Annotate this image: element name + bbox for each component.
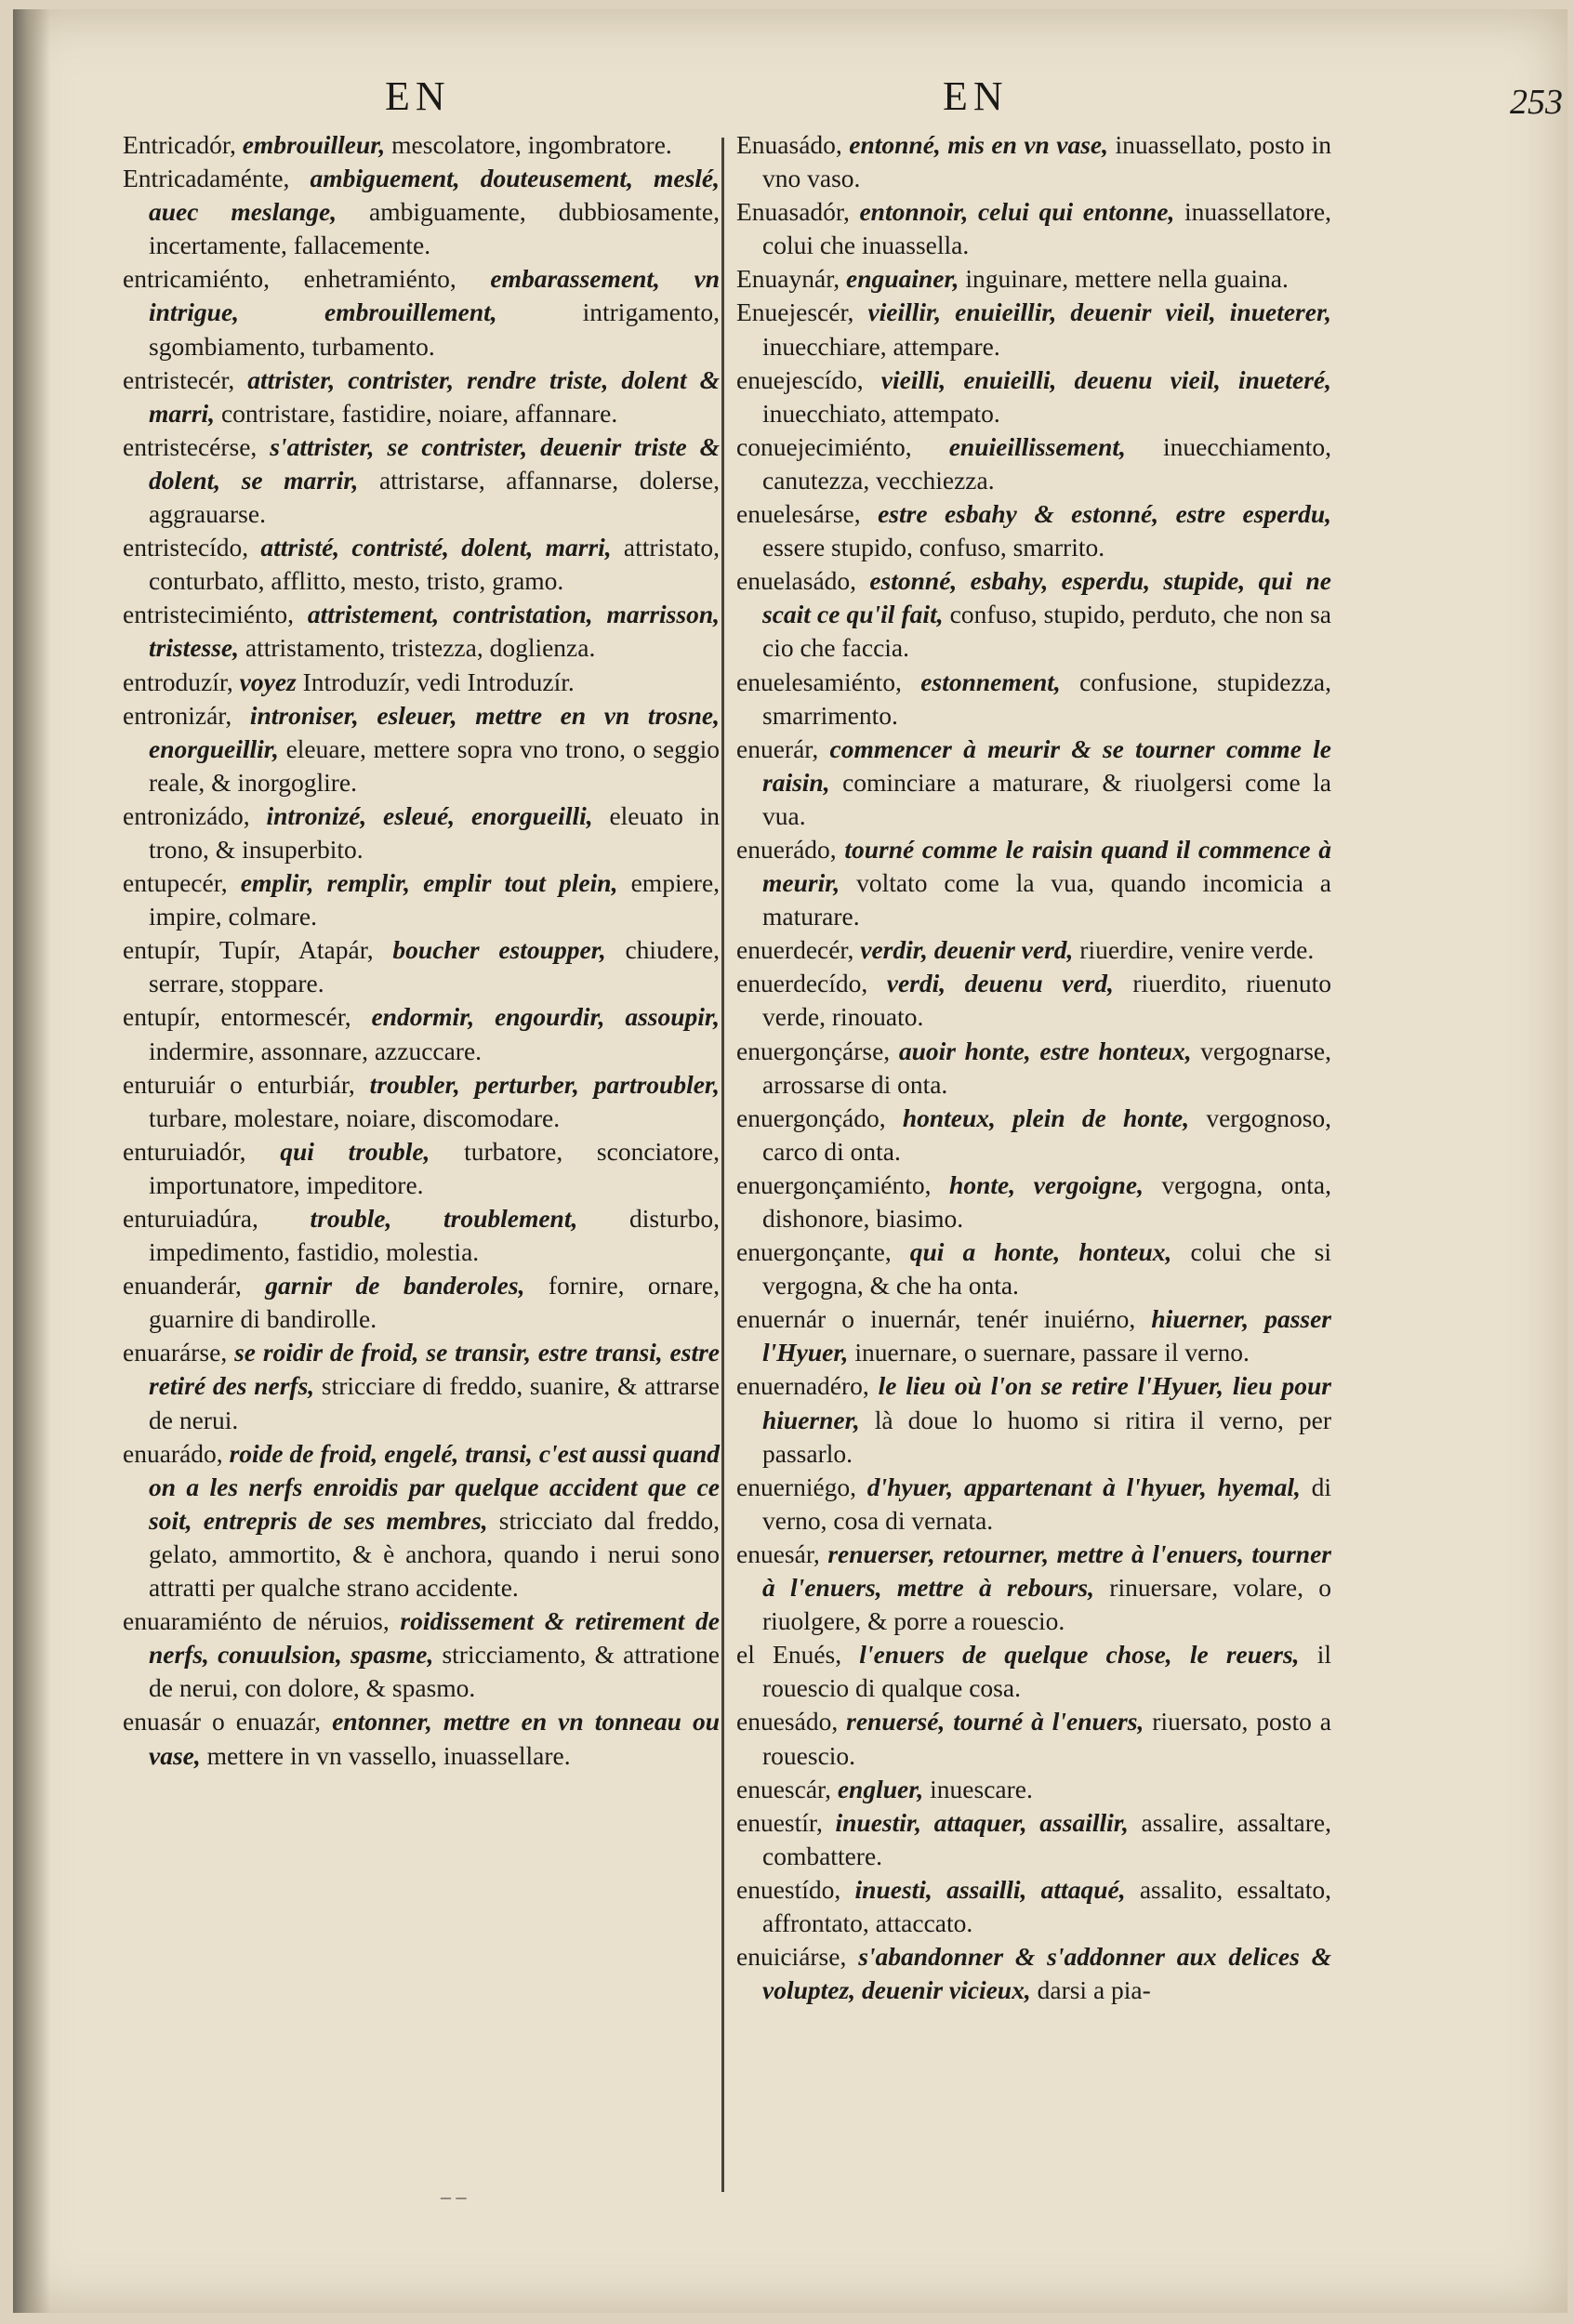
- entry-headword: enuernadéro,: [736, 1371, 869, 1401]
- dictionary-entry: [123, 1068, 720, 1135]
- entry-headword: enturuiadúra,: [123, 1204, 258, 1233]
- entry-french: d'hyuer, appartenant à l'hyuer, hyemal,: [866, 1472, 1301, 1501]
- entry-headword: entronizár,: [123, 700, 232, 730]
- entry-headword: entristecído,: [123, 533, 249, 562]
- entry-french: ambiguement, douteusement, meslé, auec meslange,: [149, 164, 720, 227]
- dictionary-entry: [736, 1705, 1331, 1772]
- dictionary-entry: [123, 1135, 720, 1202]
- dictionary-entry: [736, 497, 1331, 564]
- entry-italian: vergogna, onta, dishonore, biasimo.: [762, 1169, 1331, 1233]
- entry-headword: enturuiadór,: [123, 1136, 246, 1166]
- dictionary-entry: [123, 1336, 720, 1436]
- entry-italian: turbatore, sconciatore, importunatore, impeditore.: [149, 1136, 720, 1199]
- dictionary-entry: [736, 1940, 1331, 2007]
- entry-headword: enuerdecído,: [736, 969, 868, 998]
- entry-headword: Enuasádo,: [736, 130, 842, 159]
- entry-italian: intrigamento, sgombiamento, turbamento.: [149, 297, 721, 361]
- entry-headword: enuerniégo,: [736, 1472, 857, 1501]
- entry-french: attrister, contrister, rendre triste, dolent & marri,: [149, 364, 721, 428]
- dictionary-entry: [736, 363, 1331, 430]
- entry-headword: Enuejescér,: [736, 297, 854, 327]
- dictionary-entry: [123, 162, 720, 262]
- entry-italian: là doue lo huomo si ritira il verno, per passarlo.: [762, 1405, 1331, 1468]
- entry-italian: vergognoso, carco di onta.: [762, 1103, 1332, 1166]
- entry-italian: riuersato, posto a rouescio.: [762, 1707, 1332, 1770]
- dictionary-entry: [736, 1806, 1331, 1873]
- entry-french: vieilli, enuieilli, deuenu vieil, inueteré,: [880, 364, 1331, 394]
- entry-french: honte, vergoigne,: [949, 1169, 1144, 1199]
- entry-french: voyez: [239, 667, 297, 696]
- entry-headword: enuesádo,: [736, 1707, 839, 1736]
- entry-french: engluer,: [837, 1774, 924, 1803]
- entry-french: attristé, contristé, dolent, marri,: [260, 533, 612, 562]
- dictionary-entry: [736, 1035, 1331, 1102]
- entry-headword: enuescár,: [736, 1774, 831, 1803]
- dictionary-entry: [736, 1773, 1331, 1806]
- entry-headword: enturuiár o enturbiár,: [123, 1069, 355, 1099]
- entry-italian: Introduzír, vedi Introduzír.: [302, 667, 575, 696]
- entry-headword: el Enués,: [736, 1640, 842, 1670]
- entry-french: estonné, esbahy, esperdu, stupide, qui ne scait ce qu'il fait,: [762, 566, 1331, 629]
- entry-headword: enuelasádo,: [736, 566, 857, 596]
- entry-french: s'attrister, se contrister, deuenir triste & dolent, se marrir,: [149, 431, 720, 495]
- entry-french: roide de froid, engelé, transi, c'est aussi quand on a les nerfs enroidis par quelque accident que ce soit, entrepris de ses membres,: [149, 1438, 720, 1535]
- entry-italian: essere stupido, confuso, smarrito.: [762, 533, 1105, 562]
- binding-gutter: [13, 9, 50, 2313]
- entry-italian: confuso, stupido, perduto, che non sa cio che faccia.: [762, 600, 1332, 663]
- entry-headword: enuergonçamiénto,: [736, 1169, 932, 1199]
- entry-french: verdir, deuenir verd,: [860, 935, 1074, 965]
- entry-italian: darsi a pia-: [1037, 1975, 1151, 2005]
- entry-headword: entristecérse,: [123, 431, 258, 461]
- entry-headword: entricamiénto, enhetramiénto,: [123, 264, 456, 294]
- entry-italian: rinuersare, volare, o riuolgere, & porre a rouescio.: [762, 1573, 1331, 1636]
- dictionary-entry: [123, 1705, 720, 1772]
- entry-french: enuieillissement,: [948, 431, 1126, 461]
- dictionary-entry: [736, 933, 1331, 967]
- entry-headword: enuejescído,: [736, 364, 864, 394]
- entry-headword: enuiciárse,: [736, 1942, 847, 1972]
- entry-headword: enuerár,: [736, 733, 819, 763]
- entry-french: honteux, plein de honte,: [902, 1103, 1190, 1132]
- entry-french: se roidir de froid, se transir, estre transi, estre retiré des nerfs,: [149, 1338, 721, 1401]
- entry-italian: turbare, molestare, noiare, discomodare.: [149, 1103, 561, 1132]
- entry-french: trouble, troublement,: [310, 1204, 578, 1233]
- entry-french: attristement, contristation, marrisson, tristesse,: [149, 600, 721, 663]
- dictionary-entry: [123, 1269, 720, 1336]
- entry-headword: entupír, entormescér,: [123, 1002, 351, 1032]
- entry-italian: assalito, essaltato, affrontato, attaccato.: [762, 1874, 1332, 1937]
- entry-french: embrouilleur,: [242, 130, 386, 159]
- entry-headword: enuelesárse,: [736, 499, 861, 529]
- dictionary-entry: [736, 666, 1331, 733]
- book-page: [13, 9, 1567, 2313]
- entry-italian: cominciare a maturare, & riuolgersi come la vua.: [762, 767, 1331, 830]
- entry-italian: riuerdito, riuenuto verde, rinouato.: [762, 969, 1332, 1032]
- entry-headword: enuerdecér,: [736, 935, 854, 965]
- dictionary-entry: [736, 1471, 1331, 1538]
- dictionary-entry: [123, 1202, 720, 1269]
- dictionary-entry: [123, 1604, 720, 1705]
- entry-french: commencer à meurir & se tourner comme le raisin,: [762, 733, 1331, 797]
- entry-headword: entronizádo,: [123, 800, 250, 830]
- entry-headword: enuasár o enuazár,: [123, 1707, 322, 1736]
- entry-italian: mescolatore, ingombratore.: [391, 130, 672, 159]
- entry-headword: enuergonçante,: [736, 1237, 892, 1267]
- entry-french: le lieu où l'on se retire l'Hyuer, lieu pour hiuerner,: [762, 1371, 1332, 1434]
- entry-italian: stricciamento, & attratione de nerui, con dolore, & spasmo.: [149, 1640, 720, 1703]
- entry-italian: stricciare di freddo, suanire, & attrarse de nerui.: [149, 1371, 720, 1434]
- entry-headword: entristecér,: [123, 364, 235, 394]
- entry-italian: inguinare, mettere nella guaina.: [965, 264, 1289, 294]
- entry-headword: enuestír,: [736, 1807, 823, 1837]
- entry-headword: enuarárse,: [123, 1338, 228, 1367]
- entry-french: estre esbahy & estonné, estre esperdu,: [878, 499, 1331, 529]
- entry-headword: enuelesamiénto,: [736, 667, 902, 696]
- entry-italian: mettere in vn vassello, inuassellare.: [206, 1740, 571, 1770]
- entry-french: entonné, mis en vn vase,: [849, 130, 1108, 159]
- column-divider: [721, 138, 724, 2192]
- left-column: [123, 128, 720, 1773]
- entry-italian: assalire, assaltare, combattere.: [762, 1807, 1331, 1870]
- entry-french: inuesti, assailli, attaqué,: [854, 1874, 1126, 1904]
- entry-headword: enuarádo,: [123, 1438, 223, 1468]
- entry-headword: entristecimiénto,: [123, 600, 295, 629]
- entry-italian: stricciato dal freddo, gelato, ammortito, & è anchora, quando i nerui sono attratti per qualche strano accidente.: [149, 1505, 721, 1603]
- dictionary-entry: [123, 531, 720, 598]
- entry-headword: enuaramiénto de néruios,: [123, 1606, 390, 1636]
- entry-french: s'abandonner & s'addonner aux delices & voluptez, deuenir vicieux,: [762, 1942, 1332, 2005]
- entry-french: troubler, perturber, partroubler,: [369, 1069, 720, 1099]
- entry-headword: Enuaynár,: [736, 264, 840, 294]
- dictionary-entry: [736, 430, 1331, 497]
- dictionary-entry: [123, 699, 720, 799]
- entry-french: enguainer,: [846, 264, 959, 294]
- dictionary-entry: [123, 128, 720, 162]
- dictionary-entry: [736, 296, 1331, 363]
- entry-headword: enuerádo,: [736, 834, 837, 864]
- entry-french: introniser, esleuer, mettre en vn trosne, enorgueillir,: [149, 700, 720, 763]
- entry-italian: attristarse, affannarse, dolerse, aggrauarse.: [149, 465, 721, 529]
- entry-french: estonnement,: [920, 667, 1061, 696]
- entry-italian: ambiguamente, dubbiosamente, incertamente, fallacemente.: [149, 197, 720, 260]
- dictionary-entry: [736, 967, 1331, 1034]
- entry-italian: vergognarse, arrossarse di onta.: [762, 1036, 1331, 1099]
- dictionary-entry: [123, 1000, 720, 1067]
- entry-italian: attristato, conturbato, afflitto, mesto, tristo, gramo.: [149, 533, 721, 596]
- left-headword: EN: [385, 73, 451, 119]
- entry-headword: Entricadór,: [123, 130, 236, 159]
- dictionary-entry: [736, 733, 1331, 833]
- entry-italian: di verno, cosa di vernata.: [762, 1472, 1331, 1535]
- entry-italian: inuecchiare, attempare.: [762, 331, 1000, 361]
- dictionary-entry: [736, 564, 1331, 665]
- entry-italian: contristare, fastidire, noiare, affannare.: [220, 398, 618, 428]
- entry-italian: chiudere, serrare, stoppare.: [149, 935, 721, 998]
- page-header: [13, 73, 1567, 128]
- entry-italian: disturbo, impedimento, fastidio, molestia.: [149, 1204, 721, 1267]
- dictionary-entry: [736, 1102, 1331, 1169]
- entry-french: auoir honte, estre honteux,: [898, 1036, 1192, 1065]
- entry-french: boucher estoupper,: [392, 935, 606, 965]
- entry-italian: il rouescio di qualque cosa.: [762, 1640, 1332, 1703]
- entry-headword: entupír, Tupír, Atapár,: [123, 935, 374, 965]
- dictionary-entry: [123, 799, 720, 866]
- entry-headword: enuergonçádo,: [736, 1103, 886, 1132]
- entry-french: embarassement, vn intrigue, embrouillement,: [149, 264, 720, 327]
- entry-headword: Enuasadór,: [736, 197, 850, 227]
- dictionary-entry: [123, 262, 720, 363]
- entry-french: roidissement & retirement de nerfs, conuulsion, spasme,: [149, 1606, 720, 1670]
- entry-italian: fornire, ornare, guarnire di bandirolle.: [149, 1271, 721, 1334]
- dictionary-entry: [123, 933, 720, 1000]
- entry-italian: colui che si vergogna, & che ha onta.: [762, 1237, 1331, 1301]
- dictionary-entry: [736, 128, 1331, 195]
- entry-italian: empiere, impire, colmare.: [149, 868, 721, 931]
- dictionary-entry: [736, 833, 1331, 933]
- entry-italian: confusione, stupidezza, smarrimento.: [762, 667, 1332, 730]
- dictionary-entry: [736, 262, 1331, 296]
- dictionary-entry: [123, 1437, 720, 1604]
- entry-italian: inuernare, o suernare, passare il verno.: [854, 1338, 1250, 1367]
- page-number: 253: [1510, 83, 1563, 122]
- dictionary-entry: [736, 1169, 1331, 1235]
- dictionary-entry: [123, 430, 720, 531]
- entry-headword: enuanderár,: [123, 1271, 242, 1301]
- entry-italian: indermire, assonnare, azzuccare.: [149, 1036, 483, 1065]
- entry-headword: entroduzír,: [123, 667, 233, 696]
- entry-headword: Entricadaménte,: [123, 164, 290, 193]
- entry-french: verdi, deuenu verd,: [886, 969, 1114, 998]
- entry-italian: inuecchiato, attempato.: [762, 398, 1000, 428]
- entry-french: qui trouble,: [280, 1136, 430, 1166]
- entry-french: tourné comme le raisin quand il commence à meurir,: [762, 834, 1332, 898]
- entry-italian: eleuare, mettere sopra vno trono, o seggio reale, & inorgoglire.: [149, 733, 721, 797]
- dictionary-entry: [736, 1235, 1331, 1302]
- entry-french: emplir, remplir, emplir tout plein,: [240, 868, 618, 898]
- entry-french: inuestir, attaquer, assaillir,: [835, 1807, 1129, 1837]
- entry-headword: enuesár,: [736, 1538, 820, 1568]
- entry-french: hiuerner, passer l'Hyuer,: [762, 1304, 1332, 1367]
- entry-italian: voltato come la vua, quando incomicia a maturare.: [762, 868, 1332, 931]
- entry-french: endormir, engourdir, assoupir,: [371, 1002, 720, 1032]
- entry-headword: enuernár o inuernár, tenér inuiérno,: [736, 1304, 1136, 1334]
- dictionary-entry: [736, 1638, 1331, 1705]
- entry-italian: eleuato in trono, & insuperbito.: [149, 800, 721, 864]
- entry-french: garnir de banderoles,: [265, 1271, 525, 1301]
- entry-headword: conuejecimiénto,: [736, 431, 912, 461]
- footer-mark: – –: [441, 2185, 467, 2208]
- entry-italian: riuerdire, venire verde.: [1079, 935, 1315, 965]
- dictionary-entry: [123, 866, 720, 933]
- entry-french: qui a honte, honteux,: [909, 1237, 1172, 1267]
- entry-headword: enuergonçárse,: [736, 1036, 891, 1065]
- dictionary-entry: [123, 363, 720, 430]
- dictionary-entry: [123, 666, 720, 699]
- entry-italian: inuassellato, posto in vno vaso.: [762, 130, 1331, 193]
- entry-french: renuerser, retourner, mettre à l'enuers, tourner à l'enuers, mettre à rebours,: [762, 1538, 1331, 1603]
- entry-italian: inuescare.: [930, 1774, 1033, 1803]
- dictionary-entry: [736, 195, 1331, 262]
- entry-french: vieillir, enuieillir, deuenir vieil, inueterer,: [867, 297, 1332, 327]
- right-headword: EN: [943, 73, 1009, 119]
- entry-french: intronizé, esleué, enorgueilli,: [266, 800, 593, 830]
- entry-french: renuersé, tourné à l'enuers,: [846, 1707, 1144, 1736]
- entry-headword: entupecér,: [123, 868, 228, 898]
- dictionary-entry: [736, 1873, 1331, 1940]
- dictionary-entry: [123, 598, 720, 665]
- entry-french: entonnoir, celui qui entonne,: [859, 197, 1175, 227]
- dictionary-entry: [736, 1302, 1331, 1369]
- entry-italian: attristamento, tristezza, doglienza.: [245, 633, 596, 663]
- entry-italian: inuecchiamento, canutezza, vecchiezza.: [762, 431, 1332, 495]
- dictionary-entry: [736, 1538, 1331, 1638]
- entry-french: entonner, mettre en vn tonneau ou vase,: [149, 1707, 721, 1770]
- entry-french: l'enuers de quelque chose, le reuers,: [859, 1640, 1300, 1670]
- right-column: [736, 128, 1331, 2007]
- dictionary-entry: [736, 1369, 1331, 1470]
- entry-italian: inuassellatore, colui che inuassella.: [762, 197, 1332, 260]
- entry-headword: enuestído,: [736, 1874, 841, 1904]
